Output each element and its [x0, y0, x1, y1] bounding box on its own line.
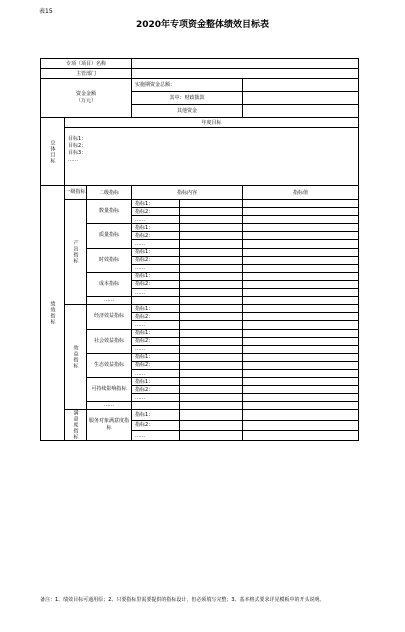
annual-goal-label: 年度目标 — [65, 118, 359, 128]
table-body — [41, 59, 359, 441]
level2-cell: …… — [87, 402, 132, 410]
indicator-content-cell[interactable]: …… — [132, 394, 180, 402]
level1-label: 效益指标 — [72, 345, 79, 370]
indicator-content-cell[interactable]: 指标2： — [132, 313, 180, 321]
indicator-content-fill[interactable] — [180, 329, 243, 337]
indicator-value-cell[interactable] — [243, 208, 359, 216]
indicator-content-fill[interactable] — [180, 208, 243, 216]
indicator-value-cell[interactable] — [243, 297, 359, 305]
indicator-content-fill[interactable] — [180, 280, 243, 288]
level2-cell: 时效指标 — [87, 248, 132, 272]
indicator-value-cell[interactable] — [243, 240, 359, 248]
indicator-content-fill[interactable] — [180, 272, 243, 280]
indicator-content-cell[interactable]: 指标2： — [132, 337, 180, 345]
indicator-content-fill[interactable] — [180, 321, 243, 329]
indicator-content-cell[interactable]: 指标1： — [132, 378, 180, 386]
indicator-content-cell[interactable]: 指标1： — [132, 329, 180, 337]
other-funding-cell[interactable] — [243, 105, 359, 118]
indicator-content-fill[interactable] — [180, 248, 243, 256]
goal-item: 目标1： — [68, 136, 87, 142]
indicator-content-cell[interactable]: 指标1： — [132, 248, 180, 256]
level2-cell: 经济效益指标 — [87, 305, 132, 329]
indicator-content-fill[interactable] — [180, 240, 243, 248]
indicator-content-fill[interactable] — [180, 345, 243, 353]
indicator-value-cell[interactable] — [243, 200, 359, 208]
level2-cell: 生态效益指标 — [87, 353, 132, 377]
indicator-content-cell[interactable]: 指标1： — [132, 410, 180, 420]
level2-cell: 质量指标 — [87, 224, 132, 248]
indicator-value-cell[interactable] — [243, 329, 359, 337]
indicator-content-fill[interactable] — [180, 256, 243, 264]
indicator-content-cell[interactable] — [132, 297, 180, 305]
level2-cell: 社会效益指标 — [87, 329, 132, 353]
indicator-content-cell[interactable]: …… — [132, 264, 180, 272]
indicator-content-cell[interactable]: …… — [132, 216, 180, 224]
indicator-content-fill[interactable] — [180, 402, 243, 410]
indicator-value-cell[interactable] — [243, 431, 359, 441]
performance-indicator-text: 绩效指标 — [49, 301, 56, 326]
indicator-row — [41, 378, 359, 386]
funding-label — [41, 79, 132, 118]
indicator-content-fill[interactable] — [180, 305, 243, 313]
indicator-content-fill[interactable] — [180, 224, 243, 232]
indicator-value-cell[interactable] — [243, 216, 359, 224]
indicator-content-cell[interactable]: …… — [132, 321, 180, 329]
indicator-content-cell[interactable] — [132, 402, 180, 410]
indicator-content-fill[interactable] — [180, 361, 243, 369]
indicator-row — [41, 410, 359, 420]
indicator-content-cell[interactable]: 指标1： — [132, 224, 180, 232]
indicator-content-cell[interactable]: 指标2： — [132, 232, 180, 240]
goal-item: 目标3： — [68, 150, 87, 156]
goal-item: …… — [68, 157, 78, 163]
level1-cell — [65, 200, 87, 305]
indicator-content-cell[interactable]: 指标2： — [132, 361, 180, 369]
indicator-value-cell[interactable] — [243, 256, 359, 264]
indicator-content-cell[interactable]: …… — [132, 240, 180, 248]
department-cell[interactable] — [132, 69, 359, 79]
indicator-content-cell[interactable]: 指标1： — [132, 305, 180, 313]
level2-cell: 数量指标 — [87, 200, 132, 224]
indicator-content-fill[interactable] — [180, 216, 243, 224]
indicator-value-cell[interactable] — [243, 224, 359, 232]
indicator-content-cell[interactable]: 指标1： — [132, 272, 180, 280]
indicator-row — [41, 248, 359, 256]
overall-goal-text: 总体目标 — [49, 139, 56, 164]
performance-indicator-label — [41, 186, 65, 441]
indicator-value-cell[interactable] — [243, 410, 359, 420]
indicator-value-cell[interactable] — [243, 369, 359, 377]
indicator-content-fill[interactable] — [180, 337, 243, 345]
indicator-content-fill[interactable] — [180, 353, 243, 361]
indicator-row — [41, 305, 359, 313]
indicator-content-cell[interactable]: …… — [132, 289, 180, 297]
indicator-value-cell[interactable] — [243, 289, 359, 297]
page-title: 2020年专项资金整体绩效目标表 — [135, 20, 270, 30]
indicator-content-cell[interactable]: 指标2： — [132, 280, 180, 288]
department-label: 主管部门 — [41, 69, 132, 79]
indicator-row — [41, 402, 359, 410]
indicator-content-cell[interactable]: 指标2： — [132, 386, 180, 394]
indicator-value-cell[interactable] — [243, 361, 359, 369]
level2-cell: 可持续影响指标 — [87, 378, 132, 402]
level2-cell: 服务对象满意度指标 — [87, 410, 132, 441]
indicator-value-cell[interactable] — [243, 402, 359, 410]
table-label: 表15 — [39, 8, 53, 15]
level2-cell: …… — [87, 297, 132, 305]
col-content-header: 指标内容 — [132, 186, 243, 200]
funding-label-text: 资金金额 （万元） — [75, 91, 96, 104]
goal-item: 目标2： — [68, 143, 87, 149]
col-value-header: 指标值 — [243, 186, 359, 200]
indicator-content-cell[interactable]: …… — [132, 369, 180, 377]
col-level1-header: 一级指标 — [65, 186, 87, 200]
indicator-content-fill[interactable] — [180, 420, 243, 430]
indicator-content-cell[interactable]: …… — [132, 345, 180, 353]
indicator-value-cell[interactable] — [243, 280, 359, 288]
indicator-content-fill[interactable] — [180, 200, 243, 208]
indicator-content-cell[interactable]: 指标1： — [132, 200, 180, 208]
indicator-row — [41, 224, 359, 232]
indicator-value-cell[interactable] — [243, 272, 359, 280]
indicator-content-fill[interactable] — [180, 369, 243, 377]
overall-goal-label — [41, 118, 65, 186]
indicator-value-cell[interactable] — [243, 420, 359, 430]
indicator-row — [41, 297, 359, 305]
total-funding-label: 实施期资金总额： — [132, 79, 243, 92]
indicator-value-cell[interactable] — [243, 378, 359, 386]
level1-label: 满意度指标 — [72, 410, 79, 441]
indicator-content-cell[interactable]: …… — [132, 431, 180, 441]
col-level2-header: 二级指标 — [87, 186, 132, 200]
project-name-cell[interactable] — [132, 59, 359, 69]
indicator-value-cell[interactable] — [243, 345, 359, 353]
indicator-value-cell[interactable] — [243, 386, 359, 394]
total-funding-cell[interactable] — [243, 79, 359, 92]
level1-cell — [65, 305, 87, 410]
indicator-value-cell[interactable] — [243, 337, 359, 345]
indicator-content-fill[interactable] — [180, 297, 243, 305]
level1-cell — [65, 410, 87, 441]
performance-goal-table — [40, 58, 359, 441]
indicator-content-cell[interactable]: 指标1： — [132, 353, 180, 361]
level2-cell: 成本指标 — [87, 272, 132, 296]
indicator-content-fill[interactable] — [180, 394, 243, 402]
indicator-value-cell[interactable] — [243, 313, 359, 321]
indicator-value-cell[interactable] — [243, 321, 359, 329]
indicator-content-fill[interactable] — [180, 232, 243, 240]
fiscal-funding-cell[interactable] — [243, 92, 359, 105]
indicator-content-fill[interactable] — [180, 431, 243, 441]
indicator-value-cell[interactable] — [243, 394, 359, 402]
indicator-content-fill[interactable] — [180, 378, 243, 386]
indicator-value-cell[interactable] — [243, 248, 359, 256]
indicator-value-cell[interactable] — [243, 264, 359, 272]
annual-goal-cell[interactable] — [65, 128, 359, 186]
indicator-value-cell[interactable] — [243, 305, 359, 313]
indicator-content-fill[interactable] — [180, 264, 243, 272]
indicator-content-cell[interactable]: 指标2： — [132, 256, 180, 264]
indicator-value-cell[interactable] — [243, 232, 359, 240]
indicator-row — [41, 200, 359, 208]
indicator-content-fill[interactable] — [180, 313, 243, 321]
indicator-row — [41, 272, 359, 280]
other-funding-label: 其他资金 — [132, 105, 243, 118]
indicator-content-cell[interactable]: 指标2： — [132, 420, 180, 430]
indicator-content-fill[interactable] — [180, 410, 243, 420]
fiscal-funding-label: 其中：财政拨款 — [132, 92, 243, 105]
indicator-content-cell[interactable]: 指标2： — [132, 208, 180, 216]
indicator-content-fill[interactable] — [180, 386, 243, 394]
level1-label: 产出指标 — [72, 240, 79, 265]
indicator-content-fill[interactable] — [180, 289, 243, 297]
indicator-row — [41, 329, 359, 337]
footnote: 备注：1、绩效目标可通用原；2、只要指标里需要提供的指标设计，但必须填写完整；3、基本格式要求详见模板中的开头说明。 — [40, 597, 325, 603]
indicator-value-cell[interactable] — [243, 353, 359, 361]
project-name-label: 专项（项目）名称 — [41, 59, 132, 69]
indicator-row — [41, 353, 359, 361]
